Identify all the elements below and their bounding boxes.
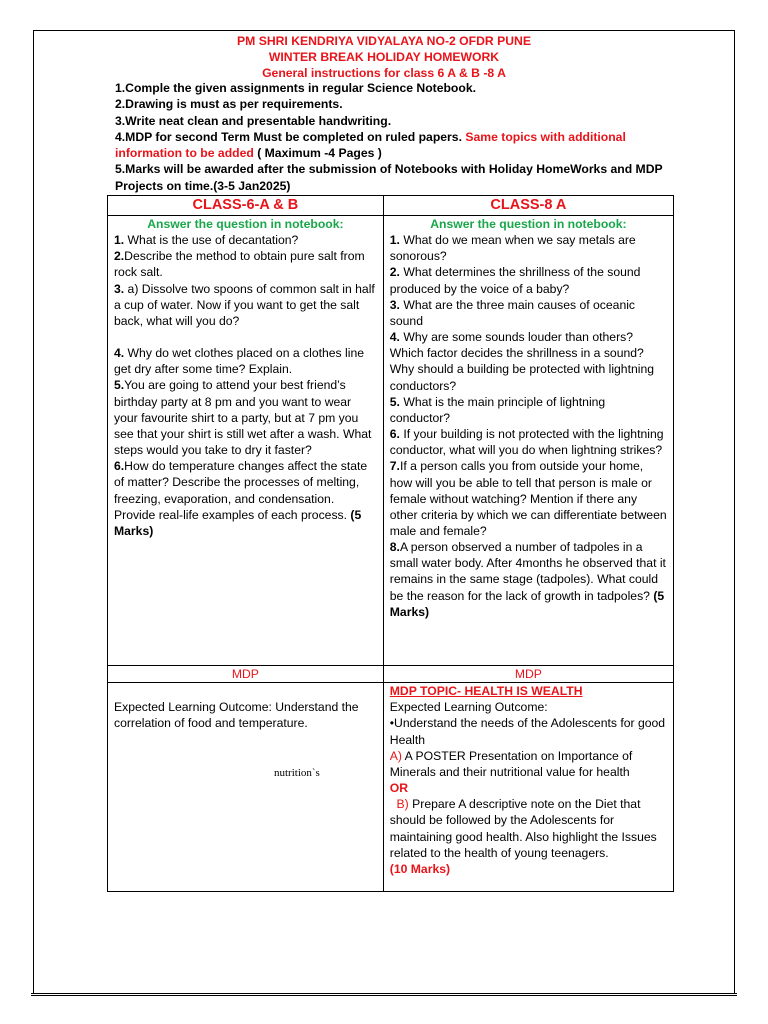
document-header (33, 33, 735, 81)
q-text: If your building is not protected with the lightning conductor, what will you do when lightning strikes? (389, 427, 664, 458)
instruction-1: 1.Comple the given assignments in regular Science Notebook. (115, 81, 476, 95)
class-8-question-3 (390, 297, 667, 329)
class-8-question-4 (390, 329, 667, 394)
q-number: 1. (114, 233, 125, 248)
class-8-question-5 (390, 394, 667, 426)
nutrition-note: nutrition`s (274, 767, 320, 780)
q-text: Describe the method to obtain pure salt from rock salt. (114, 249, 365, 280)
class-8-question-1 (390, 232, 667, 264)
q-text: What do we mean when we say metals are sonorous? (389, 233, 636, 264)
class-header-row (108, 196, 674, 216)
option-a-text: A POSTER Presentation on Importance of Minerals and their nutritional value for health (389, 748, 633, 779)
class-6-question-6 (114, 458, 377, 539)
class-8-outcome-bullet: •Understand the needs of the Adolescents for good Health (389, 716, 666, 747)
q-number: 5. (114, 378, 125, 393)
instruction-4-highlight: Same topics with additional information to be added (115, 129, 626, 161)
instruction-4-limit: ( Maximum -4 Pages ) (257, 146, 382, 161)
class-8-heading: CLASS-8 A (383, 196, 673, 216)
q-text: a) Dissolve two spoons of common salt in half a cup of water. Now if you want to get the salt back, what will you do? (114, 281, 375, 328)
instructions-subtitle: General instructions for class 6 A & B -8 A (262, 66, 506, 80)
class-6-learning-outcome: Expected Learning Outcome: Understand the correlation of food and temperature. (114, 700, 359, 731)
q-text: A person observed a number of tadpoles in a small water body. After 4months he observed that it remains in the same stage (tadpoles). What could be the reason for the lack of growth in tadpoles? (389, 540, 666, 603)
page-bottom-rule (31, 993, 737, 996)
option-b-text: Prepare A descriptive note on the Diet that should be followed by the Adolescents for maintaining good health. Also highlight the Issues related to the health of young teenagers. (389, 797, 657, 860)
class-6-answer-heading: Answer the question in notebook: (147, 217, 344, 231)
q-number: 4. (389, 330, 400, 345)
general-instructions (115, 80, 675, 194)
option-b (390, 796, 667, 861)
q-number: 6. (389, 427, 400, 442)
q-text: What is the use of decantation? (124, 233, 299, 248)
q-text: What are the three main causes of oceanic sound (389, 297, 636, 328)
class-8-question-2 (390, 264, 667, 296)
or-separator: OR (389, 781, 409, 796)
q-number: 7. (389, 459, 400, 474)
mdp-label-row (108, 666, 674, 683)
q-text: What determines the shrillness of the sound produced by the voice of a baby? (389, 265, 641, 296)
homework-table (107, 195, 674, 892)
instruction-5: 5.Marks will be awarded after the submission of Notebooks with Holiday HomeWorks and MDP Projects on time.(3-5 Jan2025) (115, 162, 663, 193)
instruction-3: 3.Write neat clean and presentable handwriting. (115, 113, 392, 128)
school-name: PM SHRI KENDRIYA VIDYALAYA NO-2 OFDR PUNE (237, 34, 531, 48)
class-8-question-6 (390, 426, 667, 458)
instruction-2: 2.Drawing is must as per requirements. (115, 97, 343, 112)
q-marks: (5 Marks) (389, 588, 665, 619)
q-number: 3. (389, 297, 400, 312)
class-6-question-5 (114, 377, 377, 458)
spacer (114, 329, 377, 345)
instruction-4-text: 4.MDP for second Term Must be completed on ruled papers. (115, 129, 462, 144)
class-6-mdp (108, 683, 384, 892)
class-8-outcome-heading: Expected Learning Outcome: (389, 700, 548, 715)
instruction-4 (115, 129, 675, 162)
q-text: Why do wet clothes placed on a clothes line get dry after some time? Explain. (114, 346, 364, 377)
spacer (114, 683, 377, 699)
q-text: How do temperature changes affect the state of matter? Describe the processes of melting, freezing, evaporation, and condensation. Provide real-life examples of each process. (114, 459, 368, 522)
class-6-mdp-label: MDP (108, 666, 384, 683)
class-8-question-7 (390, 458, 667, 539)
option-a (390, 748, 667, 780)
q-number: 3. (114, 281, 125, 296)
option-a-label: A) (389, 748, 402, 763)
q-text: Why are some sounds louder than others? Which factor decides the shrillness in a sound? Why should a building be protected with lightning conductors? (389, 330, 655, 393)
q-number: 8. (389, 540, 400, 555)
q-number: 5. (389, 394, 400, 409)
q-number: 2. (389, 265, 400, 280)
q-text: You are going to attend your best friend’s birthday party at 8 pm and you want to wear your favourite shirt to a party, but at 7 pm you see that your shirt is still wet after a wash. What steps would you take to dry it faster? (114, 378, 372, 458)
q-text: If a person calls you from outside your home, how will you be able to tell that person is male or female without watching? Mention if there any other criteria by which we can differentiate between male and female? (389, 459, 667, 538)
class-8-mdp-label: MDP (383, 666, 673, 683)
q-number: 1. (389, 233, 400, 248)
q-number: 4. (114, 346, 125, 361)
q-marks: (5 Marks) (114, 507, 362, 538)
class-6-question-1 (114, 232, 377, 248)
q-number: 2. (114, 249, 125, 264)
homework-title: WINTER BREAK HOLIDAY HOMEWORK (268, 50, 500, 64)
class-6-question-2 (114, 248, 377, 280)
class-6-question-3 (114, 281, 377, 329)
class-6-questions (108, 216, 384, 666)
option-b-label: B) (389, 797, 409, 812)
mdp-content-row (108, 683, 674, 892)
class-6-question-4 (114, 345, 377, 377)
class-8-answer-heading: Answer the question in notebook: (430, 217, 627, 231)
questions-row (108, 216, 674, 666)
class-8-mdp (383, 683, 673, 892)
mdp-topic: MDP TOPIC- HEALTH IS WEALTH (389, 684, 583, 699)
class-8-questions (383, 216, 673, 666)
q-number: 6. (114, 459, 125, 474)
spacer (114, 731, 377, 765)
mdp-marks: (10 Marks) (389, 861, 451, 876)
class-8-question-8 (390, 539, 667, 620)
q-text: What is the main principle of lightning conductor? (389, 394, 606, 425)
class-6-heading: CLASS-6-A & B (108, 196, 384, 216)
